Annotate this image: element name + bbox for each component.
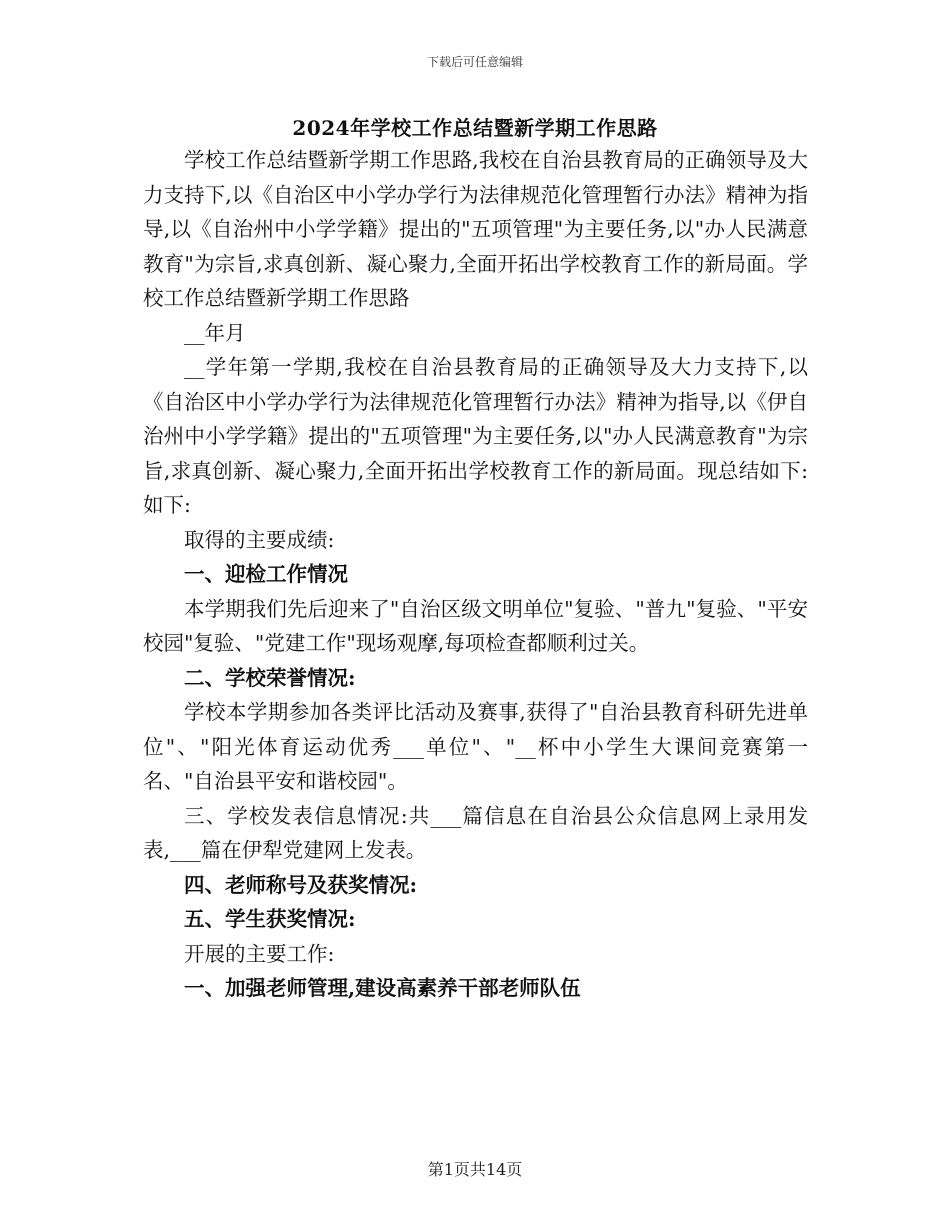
page-number: 第1页共14页 — [427, 1160, 523, 1179]
publications-paragraph: 三、学校发表信息情况:共___篇信息在自治县公众信息网上录用发表,___篇在伊犁党建网上发表。 — [143, 803, 808, 862]
section-heading-teacher-awards: 四、老师称号及获奖情况: — [184, 872, 418, 897]
date-line: __年月 — [184, 320, 246, 345]
summary-paragraph: __学年第一学期,我校在自治县教育局的正确领导及大力支持下,以《自治区中小学办学行为法律规范化管理暂行办法》精神为指导,以《伊自治州中小学学籍》提出的"五项管理"为主要任务,以"办人民满意教育"为宗旨,求真创新、凝心聚力,全面开拓出学校教育工作的新局面。现总结如下:如下: — [143, 355, 808, 517]
section-heading-teacher-management: 一、加强老师管理,建设高素养干部老师队伍 — [184, 976, 581, 1000]
main-work-label: 开展的主要工作: — [184, 941, 335, 966]
honors-paragraph: 学校本学期参加各类评比活动及赛事,获得了"自治县教育科研先进单位"、"阳光体育运动优秀___单位"、"__杯中小学生大课间竞赛第一名、"自治县平安和谐校园"。 — [143, 700, 808, 793]
page-header-note: 下载后可任意编辑 — [426, 55, 523, 69]
inspection-paragraph: 本学期我们先后迎来了"自治区级文明单位"复验、"普九"复验、"平安校园"复验、"党建工作"现场观摩,每项检查都顺利过关。 — [143, 596, 808, 655]
document-title: 2024年学校工作总结暨新学期工作思路 — [292, 116, 658, 140]
document-body — [143, 143, 808, 1006]
intro-paragraph: 学校工作总结暨新学期工作思路,我校在自治县教育局的正确领导及大力支持下,以《自治区中小学办学行为法律规范化管理暂行办法》精神为指导,以《自治州中小学学籍》提出的"五项管理"为主要任务,以"办人民满意教育"为宗旨,求真创新、凝心聚力,全面开拓出学校教育工作的新局面。学校工作总结暨新学期工作思路 — [143, 148, 808, 310]
achievements-label: 取得的主要成绩: — [184, 527, 335, 552]
section-heading-honors: 二、学校荣誉情况: — [184, 665, 356, 690]
section-heading-student-awards: 五、学生获奖情况: — [184, 907, 356, 931]
section-heading-inspection: 一、迎检工作情况 — [184, 562, 348, 586]
